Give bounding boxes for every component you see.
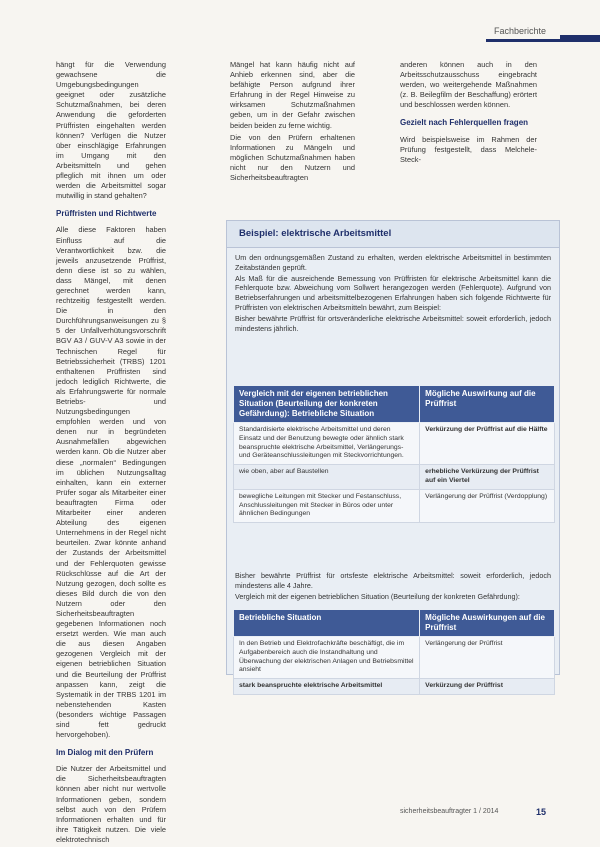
example-box: [226, 220, 560, 690]
paragraph: Vergleich mit der eigenen betrieblichen Situation (Beurteilung der konkreten Gefährdung):: [235, 591, 520, 601]
table-cell: bewegliche Leitungen mit Stecker und Festanschluss, Anschlussleitungen mit Stecker in Büros oder unter ähnlichen Bedingungen: [234, 489, 420, 522]
table-header: Mögliche Auswirkungen auf die Prüffrist: [420, 610, 555, 637]
table-cell: stark beanspruchte elektrische Arbeitsmittel: [234, 679, 420, 695]
table-cell: Verkürzung der Prüffrist auf die Hälfte: [420, 423, 555, 465]
page-footer: [400, 808, 550, 815]
paragraph: anderen können auch in den Arbeitsschutzausschuss eingebracht werden, wo weitergehende Maßnahmen (z. B. Beilegfilm der Beschaffung) erörtert und beschlossen werden können.: [400, 60, 537, 110]
subheading: Im Dialog mit den Prüfern: [56, 748, 154, 758]
table-cell: Standardisierte elektrische Arbeitsmittel und deren Einsatz und der Benutzung bewegte oder ähnlich stark beanspruchte elektrische Arbeitsmittel, Verlängerungs- und Geräteanschlussleitungen mit Steckvorrichtungen.: [234, 423, 420, 465]
table-cell: Verkürzung der Prüffrist: [420, 679, 555, 695]
page-number: 15: [536, 807, 547, 817]
table-header: Mögliche Auswirkung auf die Prüffrist: [420, 386, 555, 423]
table-cell: erhebliche Verkürzung der Prüffrist auf ein Viertel: [420, 465, 555, 490]
table-row: [234, 465, 555, 490]
paragraph: Um den ordnungsgemäßen Zustand zu erhalten, werden elektrische Arbeitsmittel in bestimmten Zeitabständen geprüft.: [235, 253, 551, 272]
table-row: [234, 679, 555, 695]
table-cell: Verlängerung der Prüffrist (Verdopplung): [420, 489, 555, 522]
example-box-intro: [235, 253, 551, 334]
table-cell: Verlängerung der Prüffrist: [420, 637, 555, 679]
example-box-header: [227, 221, 559, 248]
paragraph: Mängel hat kann häufig nicht auf Anhieb erkennen sind, aber die befähigte Person aufgrund ihrer Erfahrung in der Regel Hinweise zu wirksamen Schutzmaßnahmen geben, um in der Gefahr zwischen beiden beiden zu ferne wichtig.: [230, 60, 355, 130]
portable-equipment-table: [233, 385, 555, 523]
fixed-equipment-table: [233, 609, 555, 695]
table-row: [234, 489, 555, 522]
paragraph: Die von den Prüfern erhaltenen Informationen zu Mängeln und möglichen Schutzmaßnahmen haben nicht nur den Nutzern und Sicherheitsbeauftragten: [230, 132, 355, 183]
table-header: Vergleich mit der eigenen betrieblichen Situation (Beurteilung der konkreten Gefährdung): Betriebliche Situation: [234, 386, 420, 423]
paragraph: hängt für die Verwendung gewachsene die Umgebungsbedingungen geeignet oder zusätzliche Schutzmaßnahmen, bei deren Anwendung die geforderten Prüffristen eingehalten werden können? Verfügen die Nutzer über einschlägige Erfahrungen im Umgang mit den Arbeitsmitteln und gehen pfleglich mit ihnen um oder werden die Arbeitsmittel sogar mutwillig in stand gehalten?: [56, 60, 166, 201]
table-cell: In den Betrieb und Elektrofachkräfte beschäftigt, die im Aufgabenbereich auch die Instandhaltung und Überwachung der elektrischen Anlagen und Betriebsmittel ansieht: [234, 637, 420, 679]
table-header: Betriebliche Situation: [234, 610, 420, 637]
text-column-left: [56, 60, 166, 847]
table-cell: wie oben, aber auf Baustellen: [234, 465, 420, 490]
section-bar: [560, 35, 600, 41]
subheading: Prüffristen und Richtwerte: [56, 209, 157, 219]
table-row: [234, 637, 555, 679]
table-row: [234, 423, 555, 465]
paragraph: Alle diese Faktoren haben Einfluss auf die Verantwortlichkeit bzw. die jeweils anzusetzende Prüffrist, denn diese ist so zu wählen, dass Mängel, mit denen gerechnet werden kann, rechtzeitig festgestellt werden. Die in den Durchführungsanweisungen zu § 5 der Unfallverhütungsvorschrift BGV A3 / GUV-V A3 sowie in der Technischen Regel für Betriebssicherheit (TRBS) 1201 enthaltenen Prüffristen sind jedoch lediglich Richtwerte, die als Erfahrungswerte für normale Betriebs- und Nutzungsbedingungen empfohlen werden und von denen nur in begründeten Ausnahmefällen abgewichen werden kann. Ob die Nutzer aber diese „normalen“ Bedingungen im üblichen Nutzungsalltag einhalten, kann ein externer Prüfer sogar als Mitarbeiter einer beauftragten Firma oder Mitarbeiter einer anderen Abteilung des eigenen Unternehmens in der Regel nicht beurteilen. Zwar könnte anhand der Zustands der Arbeitsmittel und der Fehlerquoten gewisse Rückschlüsse auf die Art der Nutzung gezogen, doch sollte es dieses Bild durch die von den Nutzern oder den Sicherheitsbeauftragten gegebenen Informationen noch ersetzt werden. Wie man auch die aus diesen Angaben gezogenen Vergleich mit der eigenen betrieblichen Situation und die Beurteilung der Prüffrist anpassen kann, zeigt die Systematik in der TRBS 1201 im nebenstehenden Kasten (besonders wichtige Passagen sind fett gedruckt hervorgehoben).: [56, 225, 166, 740]
subheading: Gezielt nach Fehlerquellen fragen: [400, 118, 529, 128]
paragraph: Wird beispielsweise im Rahmen der Prüfung festgestellt, dass Melchele-Steck-: [400, 134, 537, 164]
text-column-right: [400, 60, 537, 167]
example-box-title: Beispiel: elektrische Arbeitsmittel: [239, 228, 392, 239]
paragraph: Bisher bewährte Prüffrist für ortsfeste elektrische Arbeitsmittel: soweit erforderlich, jedoch mindestens alle 4 Jahre.: [235, 571, 551, 590]
paragraph: Die Nutzer der Arbeitsmittel und die Sicherheitsbeauftragten können aber nicht nur wertvolle Informationen geben, sondern selbst auch von den Prüfern Informationen erhalten und für ihre Tätigkeit nutzen. Die viele elektrotechnisch: [56, 764, 166, 844]
publication-name: sicherheitsbeauftragter 1 / 2014: [400, 808, 499, 815]
text-column-middle: [230, 60, 355, 185]
paragraph: Als Maß für die ausreichende Bemessung von Prüffristen für elektrische Arbeitsmittel kann die Fehlerquote bzw. Abweichung vom Sollwert herangezogen werden (Fehlerquote). Aufgrund von Betriebserfahrungen und arbeitsmittelbezogenen Erfahrungen haben sich folgende Richtwerte für Prüffristen von elektrischen Arbeitsmitteln bewährt, zum Beispiel:: [235, 273, 551, 312]
paragraph: Bisher bewährte Prüffrist für ortsveränderliche elektrische Arbeitsmittel: soweit erforderlich, jedoch mindestens jährlich.: [235, 313, 551, 333]
section-title: Fachberichte: [494, 26, 547, 36]
section-header: [486, 26, 600, 42]
example-box-fixed-intro: [235, 571, 551, 602]
